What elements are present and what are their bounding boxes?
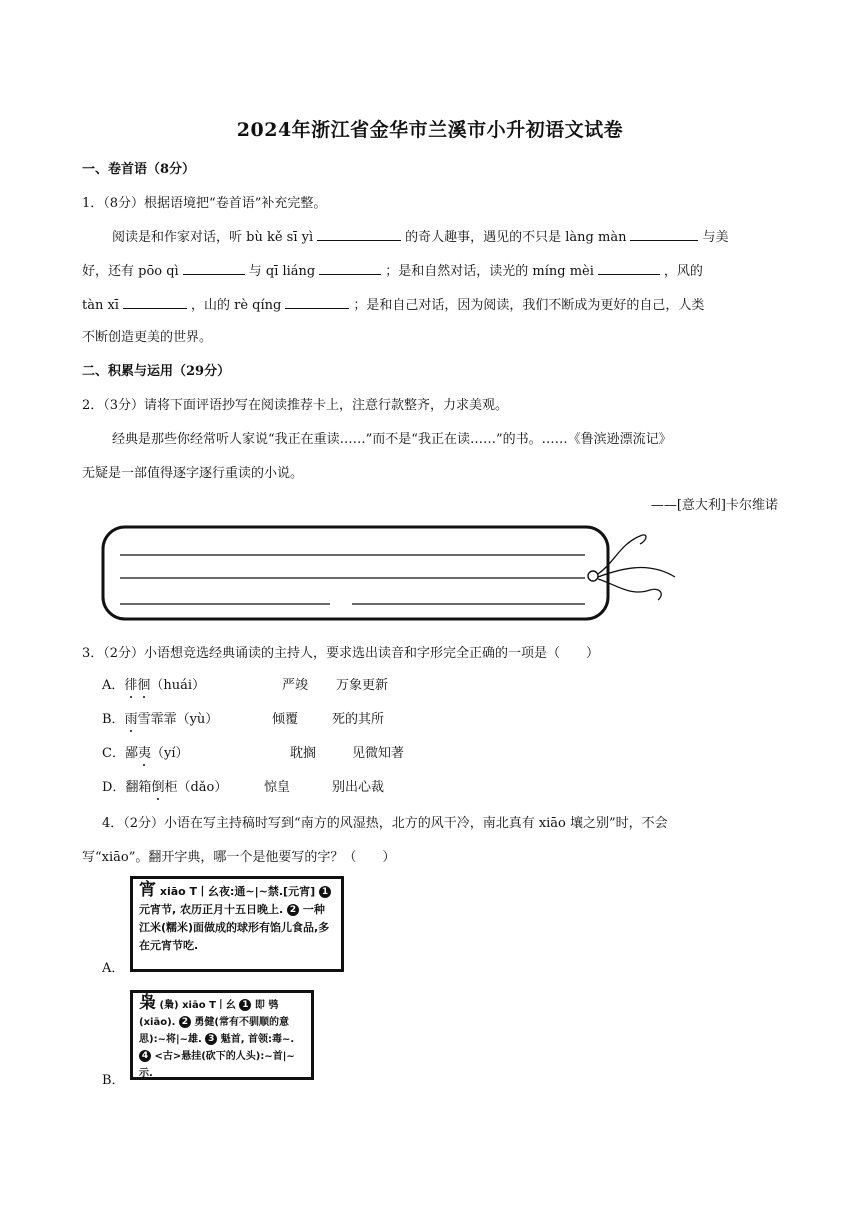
q1-text: 阅读是和作家对话，听 bù kě sī yì — [112, 230, 314, 245]
option-word-3: 见微知著 — [352, 746, 405, 761]
option-label: D． — [102, 780, 126, 795]
option-text-dotted: 倒 — [151, 780, 165, 795]
option-b[interactable] — [102, 708, 385, 727]
dict-sense: 元宵节, 农历正月十五日晚上. — [139, 903, 284, 916]
question-2-stem: 2．（3分）请将下面评语抄写在阅读推荐卡上，注意行款整齐，力求美观。 — [82, 398, 509, 413]
answer-blank[interactable] — [598, 261, 660, 275]
option-text: 雪霏霏（yù） — [137, 712, 219, 727]
dict-character: 宵 — [139, 880, 156, 900]
question-2-quote-line-1: 经典是那些你经常听人家说“我正在重读……”而不是“我正在读……”的书。……《鲁滨逊漂流记》 — [112, 432, 672, 447]
answer-blank[interactable] — [183, 261, 245, 275]
answer-blank[interactable] — [123, 295, 187, 309]
sense-number: 1 — [239, 999, 251, 1011]
dict-character: 枭 — [139, 993, 156, 1013]
answer-blank[interactable] — [317, 227, 401, 241]
option-b-label[interactable]: B． — [102, 1073, 125, 1088]
q1-text: 的奇人趣事，遇见的不只是 làng màn — [405, 230, 627, 245]
section-heading-1: 一、卷首语（8分） — [82, 162, 196, 177]
q1-text: ；是和自然对话，读光的 míng mèi — [385, 264, 594, 279]
option-c[interactable] — [102, 742, 405, 761]
sense-number: 4 — [139, 1050, 151, 1062]
question-3-stem: 3．（2分）小语想竞选经典诵读的主持人，要求选出读音和字形完全正确的一项是（ ） — [82, 646, 600, 661]
option-text-dotted: 夷 — [137, 746, 151, 761]
option-text: （huái） — [150, 678, 206, 693]
option-word-3: 死的其所 — [332, 712, 385, 727]
q1-text: 好，还有 pōo qì — [82, 264, 179, 279]
option-d[interactable] — [102, 776, 385, 795]
dict-sense: <古>悬挂(砍下的人头):~首|~示. — [139, 1051, 295, 1079]
sense-number: 1 — [319, 886, 331, 898]
option-text: 柜（dǎo） — [164, 780, 228, 795]
quote-author: ——[意大利]卡尔维诺 — [650, 498, 778, 513]
option-label: C． — [102, 746, 125, 761]
dict-sense: 即 鸮(xiāo). — [139, 1000, 279, 1028]
option-text: 翻箱 — [125, 780, 152, 795]
dict-sense: 魁首, 首领:毒~. — [220, 1034, 295, 1045]
dict-sense: 一种江米(糯米)面做成的球形有馅儿食品,多在元宵节吃. — [139, 903, 330, 952]
dict-sense: 勇健(常有不驯顺的意思):~将|~雄. — [139, 1017, 289, 1045]
option-text-dotted: 雨 — [124, 712, 138, 727]
q1-text: ；是和自己对话，因为阅读，我们不断成为更好的自己，人类 — [353, 298, 705, 313]
question-1-line-2 — [82, 260, 782, 279]
dictionary-entry-b[interactable] — [130, 990, 314, 1080]
option-text-dotted: 徊 — [137, 678, 151, 693]
q1-text: ，风的 — [663, 264, 703, 279]
q1-text: ，山的 rè qíng — [190, 298, 282, 313]
section-heading-2: 二、积累与运用（29分） — [82, 364, 231, 379]
dict-pronunciation: xiāo T丨幺夜:通~|~禁.[元宵] — [159, 885, 316, 898]
option-a-label[interactable]: A． — [102, 961, 125, 976]
question-1-stem: 1．（8分）根据语境把“卷首语”补充完整。 — [82, 196, 327, 211]
option-word-3: 别出心裁 — [332, 780, 385, 795]
dict-pronunciation: (梟) xiāo T丨幺 — [159, 1000, 236, 1011]
option-word-2: 严竣 — [282, 678, 309, 693]
answer-blank[interactable] — [285, 295, 349, 309]
answer-blank[interactable] — [630, 227, 698, 241]
answer-blank[interactable] — [319, 261, 381, 275]
option-word-2: 耽搁 — [290, 746, 317, 761]
sense-number: 2 — [179, 1016, 191, 1028]
option-text: （yí） — [150, 746, 189, 761]
recommendation-card[interactable] — [100, 522, 680, 626]
dictionary-entry-a[interactable] — [130, 876, 344, 972]
question-4-line-1: 4．（2分）小语在写主持稿时写到“南方的风湿热，北方的风干冷，南北真有 xiāo 壤之别”时，不会 — [102, 816, 668, 831]
page-title: 2024年浙江省金华市兰溪市小升初语文试卷 — [236, 119, 624, 141]
option-word-2: 惊皇 — [264, 780, 291, 795]
question-4-line-2: 写“xiāo”。翻开字典，哪一个是他要写的字？（ ） — [82, 850, 396, 865]
option-text: 徘 — [124, 678, 138, 693]
question-2-quote-line-2: 无疑是一部值得逐字逐行重读的小说。 — [82, 466, 304, 481]
q1-text: 与 qī liáng — [248, 264, 316, 279]
sense-number: 2 — [287, 904, 299, 916]
option-label: A． — [102, 678, 125, 693]
question-1-line-3 — [82, 294, 782, 313]
question-1-line-4: 不断创造更美的世界。 — [82, 330, 213, 345]
option-word-3: 万象更新 — [336, 678, 389, 693]
option-text: 鄙 — [124, 746, 138, 761]
q1-text: tàn xī — [82, 298, 119, 313]
sense-number: 3 — [205, 1033, 217, 1045]
option-a[interactable] — [102, 674, 389, 693]
option-word-2: 倾覆 — [272, 712, 299, 727]
question-1-line-1 — [82, 226, 782, 245]
option-label: B． — [102, 712, 125, 727]
q1-text: 与美 — [702, 230, 729, 245]
